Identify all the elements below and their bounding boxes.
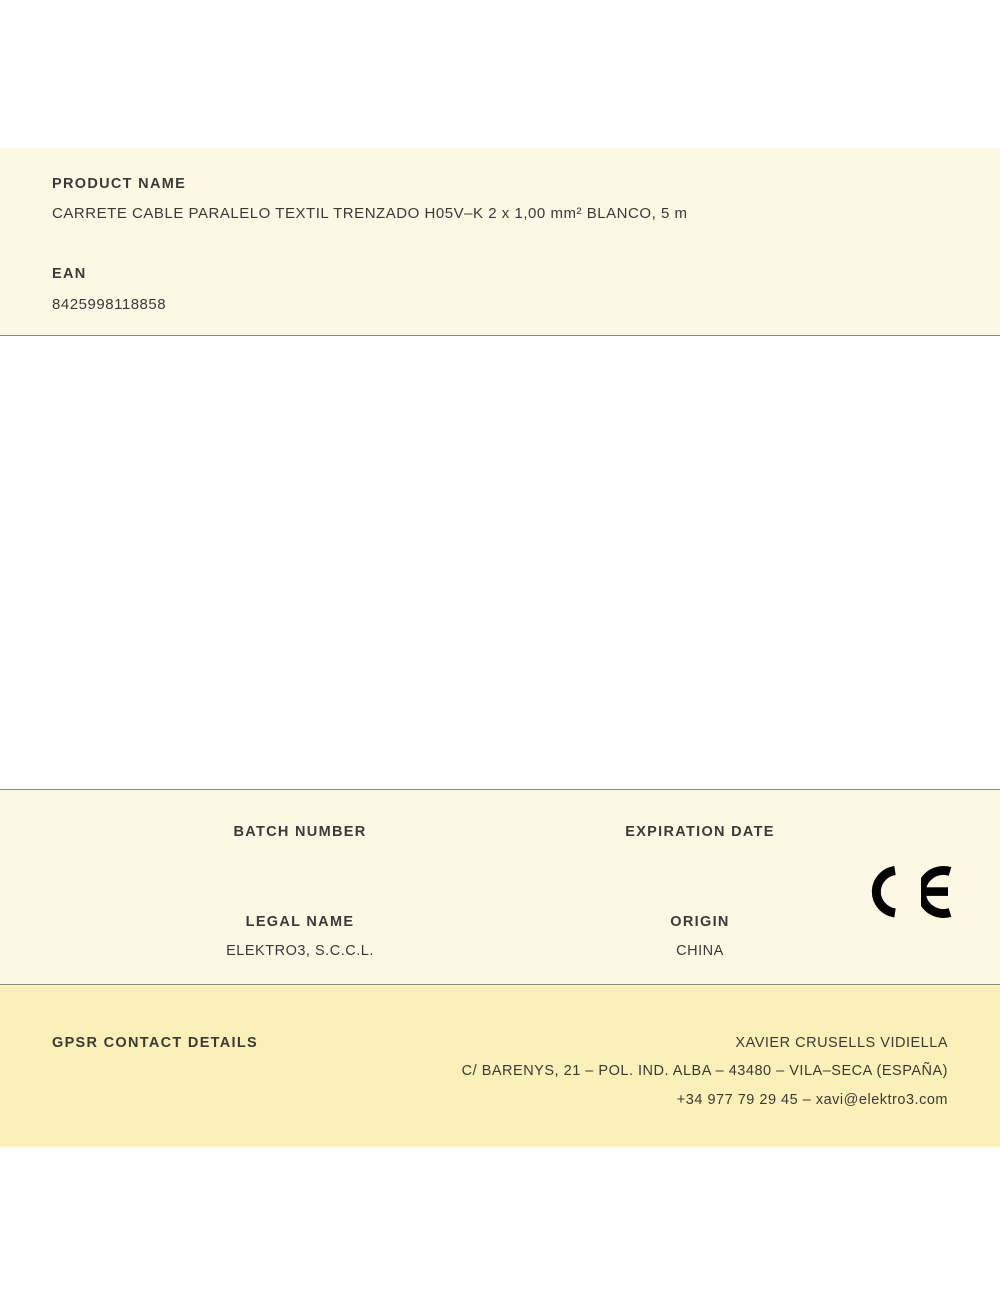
- product-details-block: [0, 148, 1000, 336]
- gpsr-contact-lines: [462, 1029, 948, 1114]
- expiration-date-label: EXPIRATION DATE: [625, 824, 775, 840]
- ean-value: 8425998118858: [52, 296, 167, 313]
- gpsr-contact-name: XAVIER CRUSELLS VIDIELLA: [735, 1035, 948, 1051]
- page-footer-space: [0, 1147, 1000, 1300]
- origin-label: ORIGIN: [670, 914, 730, 930]
- product-name-value: CARRETE CABLE PARALELO TEXTIL TRENZADO H05V–K 2 x 1,00 mm² BLANCO, 5 m: [52, 205, 688, 222]
- gpsr-contact-block: [0, 985, 1000, 1147]
- gpsr-contact-label: GPSR CONTACT DETAILS: [52, 1035, 259, 1051]
- batch-number-label: BATCH NUMBER: [233, 824, 367, 840]
- product-name-label: PRODUCT NAME: [52, 176, 187, 192]
- legal-name-value: ELEKTRO3, S.C.C.L.: [226, 943, 374, 959]
- ean-label: EAN: [52, 266, 87, 282]
- blank-content-area: [0, 336, 1000, 789]
- gpsr-contact-phone-email: +34 977 79 29 45 – xavi@elektro3.com: [676, 1091, 948, 1108]
- ce-marking-icon: [855, 862, 955, 920]
- legal-name-label: LEGAL NAME: [245, 914, 355, 930]
- gpsr-contact-address: C/ BARENYS, 21 – POL. IND. ALBA – 43480 – VILA–SECA (ESPAÑA): [461, 1063, 948, 1080]
- traceability-block: [0, 789, 1000, 985]
- origin-value: CHINA: [676, 943, 724, 959]
